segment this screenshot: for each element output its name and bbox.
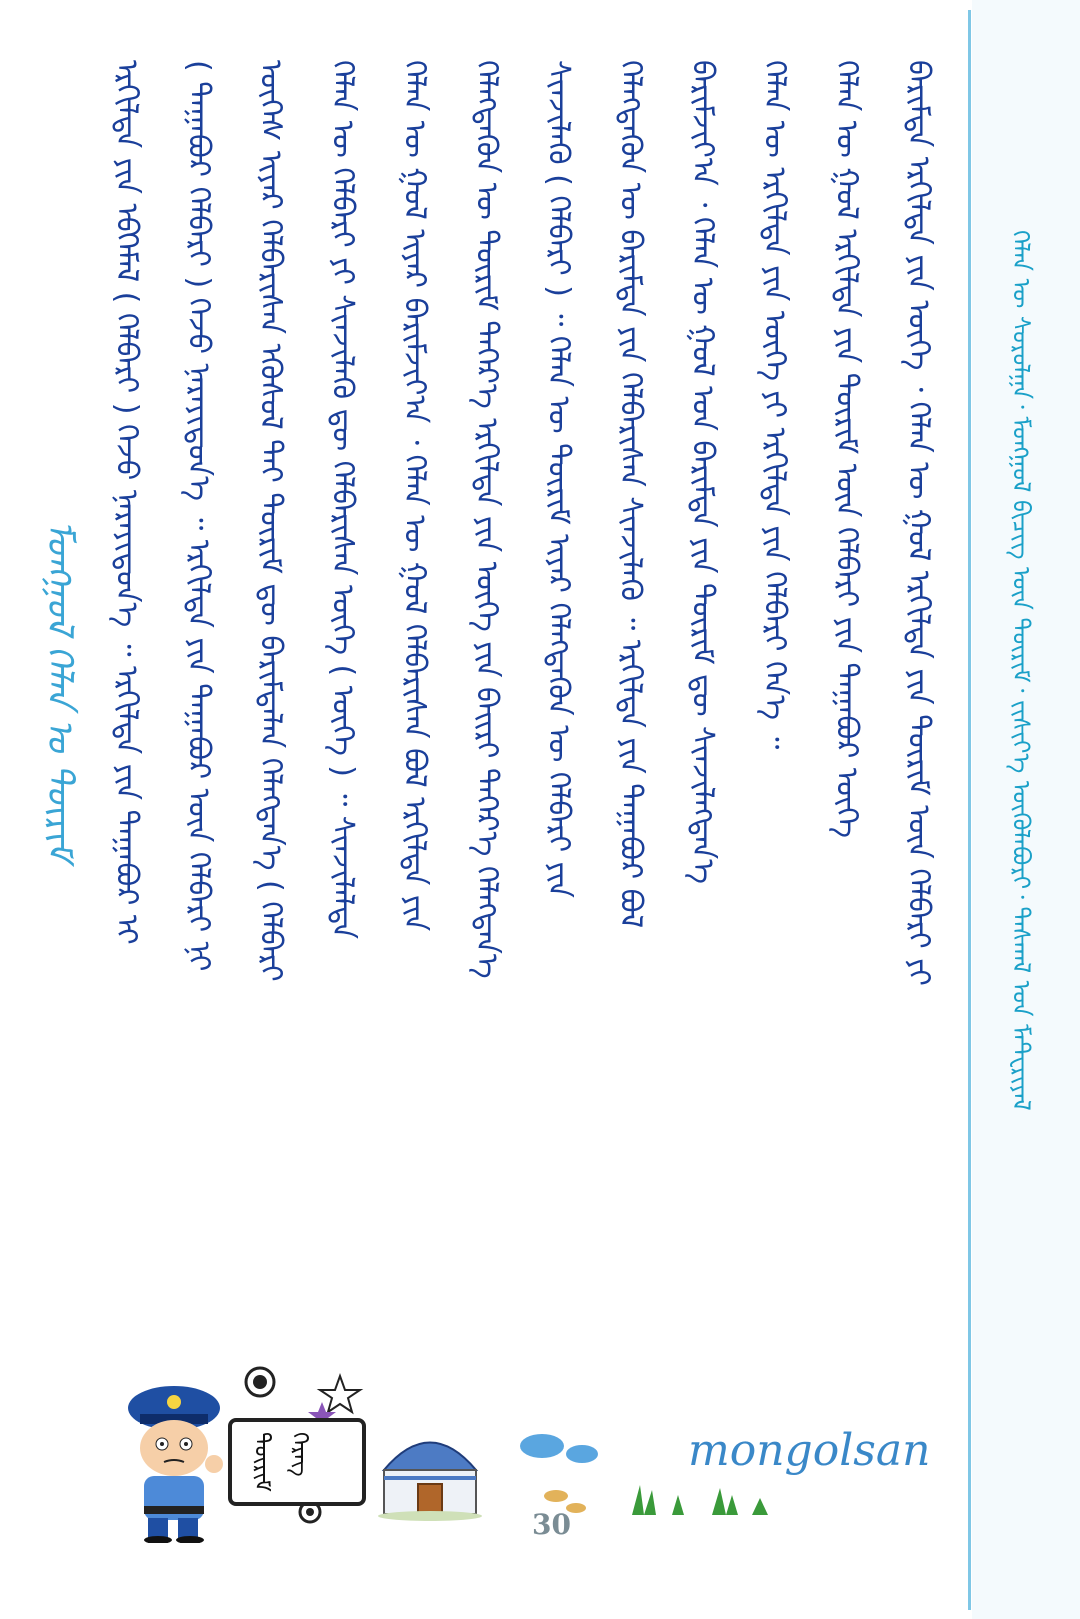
text-column-8: ᠬᠡᠯᠡᠭᠳᠡᠬᠦᠨ ᠦ ᠪᠠᠷᠢᠮᠲᠠ ᠶᠢᠨ ᠬᠡᠯᠪᠡᠷᠢᠰᠡᠨ ᠰᠢᠨᠵᠢᠯᠡᠬᠦ ᠃ ᠡᠷᠭᠢᠯᠲᠡ ᠶᠢᠨ ᠳᠠᠭᠠᠪᠤᠷ ᠪᠣᠯ — [613, 60, 648, 929]
footer-text: ᠬᠡᠯᠡᠨ ᠦ ᠰᠤᠷᠤᠯᠭᠠ᠂ ᠮᠣᠩᠭᠣᠯ ᠪᠢᠴᠢᠭ ᠦᠨ ᠳᠦᠷᠢᠮ᠂ ᠵᠢᠱᠢᠶ᠎ᠡ ᠦᠭᠦᠯᠡᠪᠦᠷᠢ᠂ ᠳᠠᠰᠬᠠᠯ ᠤᠨ ᠮᠠᠲ᠋ᠧᠷᠢᠶᠠᠯ — [1007, 230, 1035, 1111]
text-column-5: ᠬᠡᠯᠡᠨ ᠦ ᠭᠣᠯ ᠢᠶᠡᠷ ᠪᠠᠷᠢᠮᠵᠢᠶ᠎ᠠ ᠂ ᠬᠡᠯᠡᠨ ᠦ ᠭᠣᠯ ᠬᠡᠯᠪᠡᠷᠢᠰᠡᠨ ᠪᠣᠯ ᠡᠷᠭᠢᠯᠲᠡ ᠶᠢᠨ — [397, 60, 432, 932]
page-border-line — [968, 10, 971, 1610]
text-column-6: ᠬᠡᠯᠡᠭᠳᠡᠬᠦᠨ ᠦ ᠳᠦᠷᠢᠮ ᠳᠡᠭᠡᠷ᠎ᠡ ᠡᠷᠭᠢᠯᠲᠡ ᠶᠢᠨ ᠦᠭᠡ ᠶᠢᠨ ᠪᠠᠢᠷᠢ ᠳᠡᠭᠡᠷ᠎ᠡ ᠬᠡᠯᠡᠭᠳᠡᠨ᠎ᠡ — [469, 60, 504, 979]
text-column-3: ᠦᠭᠡᠰ ᠢᠶᠡᠷ ᠬᠡᠯᠪᠡᠷᠢᠰᠡᠨ ᠡᠭᠦᠰᠦᠯ ᠲᠡᠶ ᠳᠦᠷᠢᠮ ᠳᠦ ᠪᠠᠷᠢᠮᠲᠠᠯᠠᠨ ᠬᠡᠯᠡᠭᠳᠡᠨ᠎ᠡ ( ᠬᠡᠯᠪᠡᠷᠢ — [253, 60, 288, 982]
brand-logo-text: mongolsan — [688, 1425, 931, 1476]
page-number: 30 — [532, 1508, 571, 1541]
text-column-4: ᠬᠡᠯᠡᠨ ᠦ ᠬᠡᠯᠪᠡᠷᠢ ᠶᠢ ᠰᠢᠨᠵᠢᠯᠡᠬᠦ ᠳᠦ ᠬᠡᠯᠪᠡᠷᠢᠰᠡᠨ ᠦᠭᠡ ( ᠦᠭᠡ ) ᠃ ᠰᠢᠨᠵᠢᠯᠡᠯᠲᠡ — [325, 60, 360, 940]
sign-line-2: ᠬᠡᠷᠡᠭ — [287, 1432, 312, 1477]
sign-board — [228, 1418, 366, 1506]
text-column-7: ᠰᠢᠨᠵᠢᠯᠡᠬᠦ ( ᠬᠡᠯᠪᠡᠷᠢ ) ᠃ ᠬᠡᠯᠡᠨ ᠦ ᠳᠦᠷᠢᠮ ᠢᠶᠡᠷ ᠬᠡᠯᠡᠭᠳᠡᠬᠦᠨ ᠦ ᠬᠡᠯᠪᠡᠷᠢ ᠶᠢᠨ — [541, 60, 576, 898]
text-column-10: ᠬᠡᠯᠡᠨ ᠦ ᠡᠷᠭᠢᠯᠲᠡ ᠶᠢᠨ ᠦᠭᠡ ᠶᠢ ᠡᠷᠭᠢᠯᠲᠡ ᠶᠢᠨ ᠬᠡᠯᠪᠡᠷᠢ ᠭᠡᠨ᠎ᠡ ᠃ — [757, 60, 792, 750]
yurt-illustration — [374, 1420, 486, 1522]
police-cartoon-illustration — [118, 1378, 228, 1543]
text-column-9: ᠪᠠᠷᠢᠮᠵᠢᠶ᠎ᠠ ᠂ ᠬᠡᠯᠡᠨ ᠦ ᠭᠣᠯ ᠤᠨ ᠪᠠᠷᠢᠮᠲᠠ ᠶᠢᠨ ᠳᠦᠷᠢᠮ ᠳᠦ ᠰᠢᠨᠵᠢᠯᠡᠭᠳᠡᠨ᠎ᠡ — [685, 60, 720, 884]
cloud-decoration — [514, 1426, 614, 1516]
sign-text — [242, 1432, 318, 1492]
text-column-2: ( ᠳᠠᠭᠠᠪᠤᠷ ᠬᠡᠯᠪᠡᠷᠢ ) ᠭᠡᠵᠦ ᠨᠡᠷᠡᠶᠢᠳᠦᠨ᠎ᠡ ᠃ ᠡᠷᠭᠢᠯᠲᠡ ᠶᠢᠨ ᠳᠠᠭᠠᠪᠤᠷ ᠦᠨ ᠬᠡᠯᠪᠡᠷᠢ ᠨᠢ — [181, 60, 216, 972]
text-column-11: ᠬᠡᠯᠡᠨ ᠦ ᠭᠣᠯ ᠡᠷᠭᠢᠯᠲᠡ ᠶᠢᠨ ᠳᠦᠷᠢᠮ ᠦᠨ ᠬᠡᠯᠪᠡᠷᠢ ᠶᠢᠨ ᠳᠠᠭᠠᠪᠤᠷ ᠦᠭᠡ — [829, 60, 864, 838]
body-text — [96, 60, 956, 1390]
text-column-12: ᠪᠠᠷᠢᠮᠲᠠ ᠡᠷᠭᠢᠯᠲᠡ ᠶᠢᠨ ᠦᠭᠡ ᠂ ᠬᠡᠯᠡᠨ ᠦ ᠭᠣᠯ ᠡᠷᠭᠢᠯᠲᠡ ᠶᠢᠨ ᠳᠦᠷᠢᠮ ᠦᠨ ᠬᠡᠯᠪᠡᠷᠢ ᠶᠢ — [901, 60, 936, 986]
text-column-1: ᠡᠷᠭᠢᠯᠲᠡ ᠶᠢᠨ ᠡᠪᠬᠡᠮᠡᠯ ( ᠬᠡᠯᠪᠡᠷᠢ ) ᠭᠡᠵᠦ ᠨᠡᠷᠡᠶᠢᠳᠦᠨ᠎ᠡ ᠃ ᠡᠷᠭᠢᠯᠲᠡ ᠶᠢᠨ ᠳᠠᠭᠠᠪᠤᠷ ᠢ — [109, 60, 144, 945]
page-title: ᠮᠣᠩᠭᠣᠯ ᠬᠡᠯᠡᠨ ᠤ ᠳᠦᠷᠢᠮ — [39, 520, 80, 862]
sign-line-1: ᠳᠦᠷᠢᠮ — [249, 1432, 274, 1492]
